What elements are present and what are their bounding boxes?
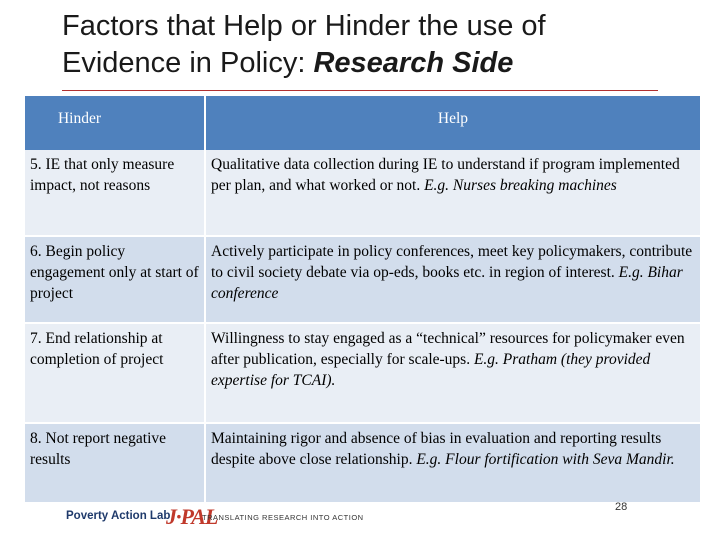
table-header-row	[25, 96, 700, 150]
title-emphasis: Research Side	[313, 47, 514, 79]
help-text: Qualitative data collection during IE to understand if program implemented per plan, and what worked or not.	[211, 156, 680, 194]
org-name: Poverty Action Lab	[66, 510, 171, 522]
table-row	[25, 323, 700, 423]
title-line-1: Factors that Help or Hinder the use of	[62, 10, 546, 42]
help-text: Actively participate in policy conferences, meet key policymakers, contribute to civil society debate via op-eds, books etc. in region of interest.	[211, 243, 693, 281]
title-divider	[62, 90, 658, 91]
footer-logo	[62, 503, 682, 533]
hinder-cell: 5. IE that only measure impact, not reasons	[25, 150, 205, 236]
table-row	[25, 236, 700, 323]
help-example: E.g. Flour fortification with Seva Mandir.	[416, 451, 675, 468]
hinder-cell: 8. Not report negative results	[25, 423, 205, 503]
help-example: E.g. Bihar conference	[211, 264, 683, 302]
title-line-2	[62, 45, 702, 82]
help-example: E.g. Nurses breaking machines	[424, 177, 617, 194]
header-help: Help	[205, 96, 700, 150]
logo-tagline: TRANSLATING RESEARCH INTO ACTION	[202, 513, 364, 522]
factors-table	[25, 96, 700, 504]
page-number: 28	[615, 501, 628, 513]
table-row	[25, 150, 700, 236]
jpal-logo: J·PAL	[166, 504, 218, 529]
help-cell	[205, 236, 700, 323]
help-text: Maintaining rigor and absence of bias in evaluation and reporting results despite above close relationship.	[211, 430, 662, 468]
title-line-2-prefix: Evidence in Policy:	[62, 47, 314, 79]
hinder-cell: 7. End relationship at completion of project	[25, 323, 205, 423]
help-cell	[205, 150, 700, 236]
help-text: Willingness to stay engaged as a “technical” resources for policymaker even after publication, especially for scale-ups.	[211, 330, 685, 368]
slide-title	[62, 8, 702, 82]
help-cell	[205, 323, 700, 423]
help-cell	[205, 423, 700, 503]
header-hinder: Hinder	[25, 96, 205, 150]
help-example: E.g. Pratham (they provided expertise for TCAI).	[211, 351, 651, 389]
hinder-cell: 6. Begin policy engagement only at start of project	[25, 236, 205, 323]
table-row	[25, 423, 700, 503]
